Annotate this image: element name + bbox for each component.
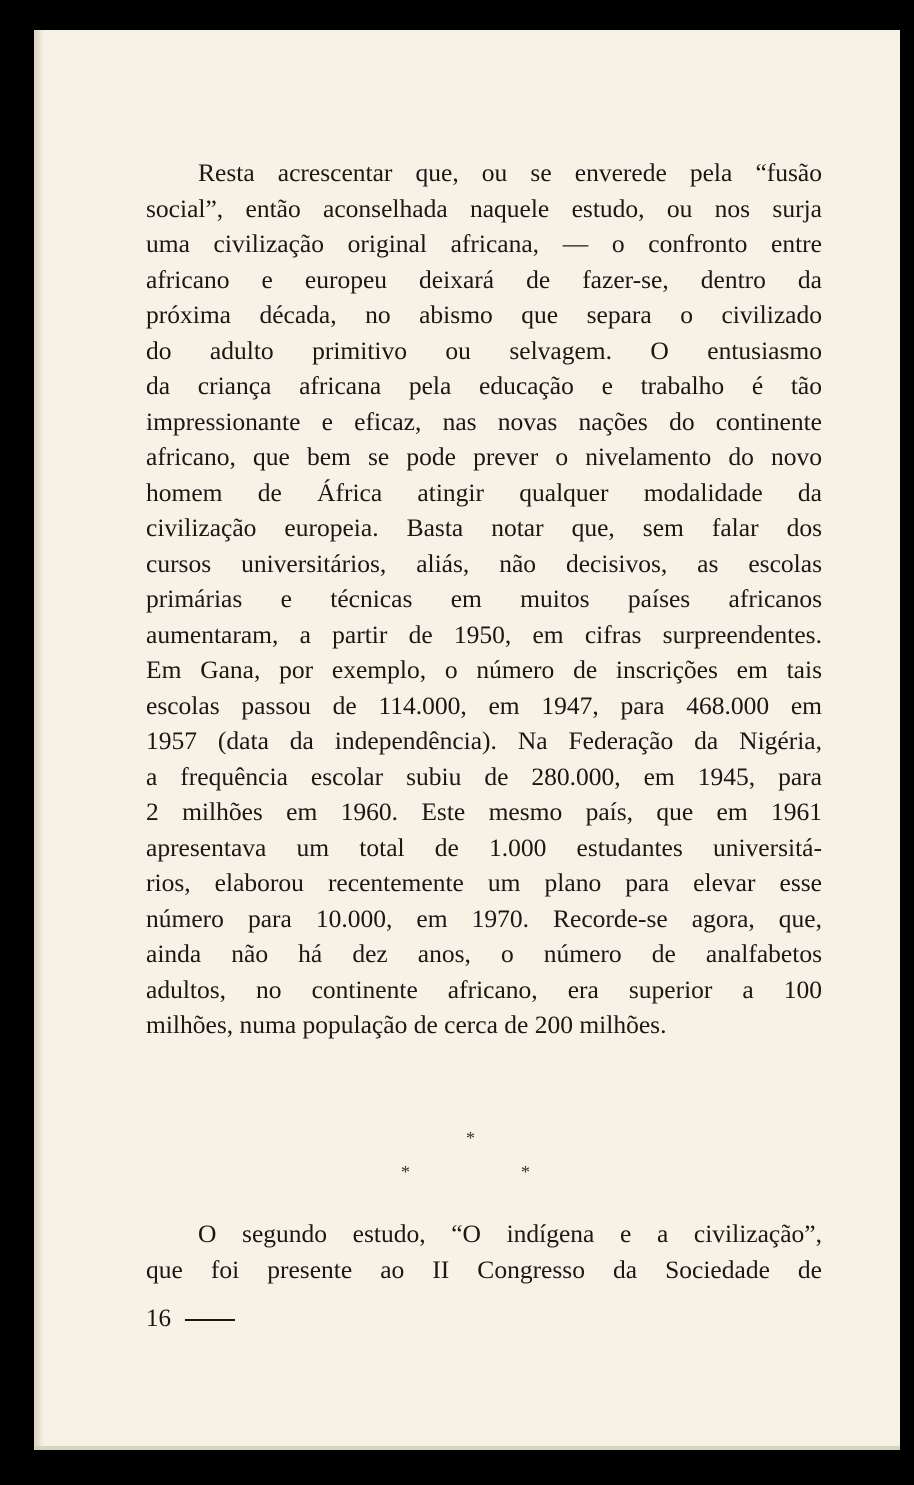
text-line: civilização europeia. Basta notar que, sem falar dos bbox=[146, 513, 822, 542]
text-line: homem de África atingir qualquer modalidade da bbox=[146, 477, 822, 507]
text-line: 2 milhões em 1960. Este mesmo país, que em 1961 bbox=[146, 797, 822, 826]
paragraph-1 bbox=[146, 155, 822, 1043]
page-number: 16 bbox=[146, 1305, 171, 1332]
text-line: número para 10.000, em 1970. Recorde-se agora, que, bbox=[146, 903, 822, 933]
text-line: uma civilização original africana, — o confronto entre bbox=[146, 229, 822, 258]
page-left-edge bbox=[34, 30, 44, 1450]
asterism-star: * bbox=[521, 1162, 530, 1182]
text-line: do adulto primitivo ou selvagem. O entusiasmo bbox=[146, 335, 822, 365]
asterism-star: * bbox=[466, 1128, 475, 1148]
page-footer bbox=[146, 1305, 235, 1333]
text-line: da criança africana pela educação e trabalho é tão bbox=[146, 371, 822, 400]
text-line: apresentava um total de 1.000 estudantes universitá- bbox=[146, 832, 822, 862]
text-line: primárias e técnicas em muitos países africanos bbox=[146, 584, 822, 613]
text-line: escolas passou de 114.000, em 1947, para 468.000 em bbox=[146, 690, 822, 720]
text-line: rios, elaborou recentemente um plano para elevar esse bbox=[146, 868, 822, 897]
text-line: O segundo estudo, “O indígena e a civilização”, bbox=[198, 1219, 822, 1248]
text-line: social”, então aconselhada naquele estudo, ou nos surja bbox=[146, 193, 822, 223]
text-line: ainda não há dez anos, o número de analfabetos bbox=[146, 939, 822, 968]
book-page bbox=[34, 30, 900, 1450]
text-line: africano, que bem se pode prever o nivelamento do novo bbox=[146, 442, 822, 471]
text-line: Em Gana, por exemplo, o número de inscrições em tais bbox=[146, 655, 822, 684]
text-line: 1957 (data da independência). Na Federação da Nigéria, bbox=[146, 726, 822, 755]
text-line: que foi presente ao II Congresso da Sociedade de bbox=[146, 1254, 822, 1284]
text-line: próxima década, no abismo que separa o civilizado bbox=[146, 300, 822, 329]
text-line: aumentaram, a partir de 1950, em cifras surpreendentes. bbox=[146, 619, 822, 649]
text-line: a frequência escolar subiu de 280.000, em 1945, para bbox=[146, 761, 822, 791]
text-line: adultos, no continente africano, era superior a 100 bbox=[146, 974, 822, 1004]
page-bottom-edge bbox=[34, 1446, 900, 1450]
text-line: impressionante e eficaz, nas novas nações do continente bbox=[146, 406, 822, 436]
footer-rule bbox=[185, 1319, 235, 1321]
text-line: milhões, numa população de cerca de 200 milhões. bbox=[146, 1010, 667, 1039]
section-separator bbox=[146, 1128, 822, 1188]
paragraph-2 bbox=[146, 1216, 822, 1287]
asterism-star: * bbox=[401, 1162, 410, 1182]
text-line: africano e europeu deixará de fazer-se, dentro da bbox=[146, 264, 822, 294]
text-line: cursos universitários, aliás, não decisivos, as escolas bbox=[146, 548, 822, 578]
text-line: Resta acrescentar que, ou se enverede pela “fusão bbox=[198, 158, 822, 187]
